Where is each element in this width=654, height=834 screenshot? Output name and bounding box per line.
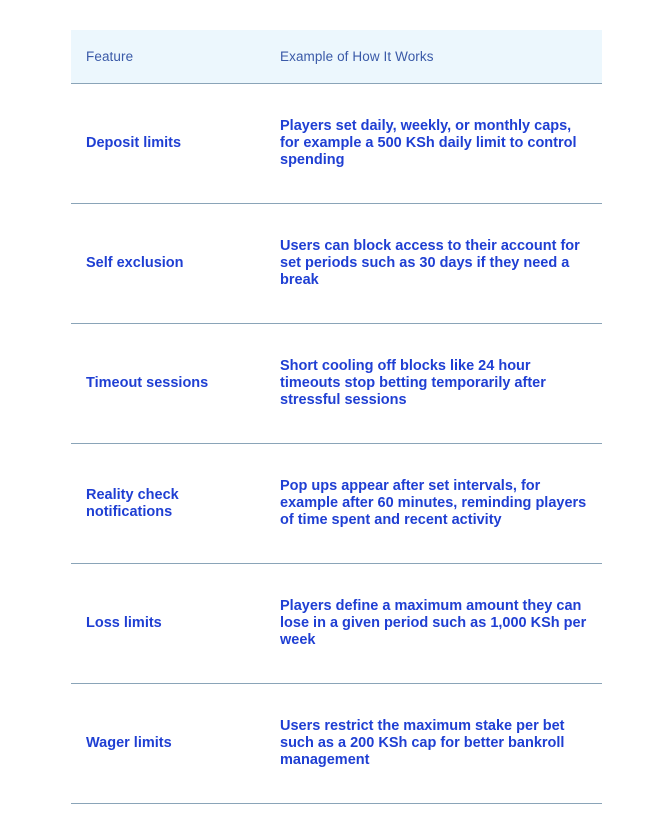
feature-cell: Reality check notifications <box>86 486 179 520</box>
example-cell: Users restrict the maximum stake per bet such as a 200 KSh cap for better bankroll management <box>280 718 565 768</box>
feature-cell: Wager limits <box>86 735 172 751</box>
feature-cell: Timeout sessions <box>86 375 209 391</box>
example-cell: Short cooling off blocks like 24 hour timeouts stop betting temporarily after stressful sessions <box>280 358 546 408</box>
feature-cell: Self exclusion <box>86 255 184 271</box>
table-row <box>71 444 602 564</box>
feature-cell: Loss limits <box>86 615 162 631</box>
feature-cell: Deposit limits <box>86 135 182 151</box>
example-cell: Players set daily, weekly, or monthly caps, for example a 500 KSh daily limit to control spending <box>280 118 577 168</box>
table-row <box>71 324 602 444</box>
header-feature: Feature <box>86 49 134 64</box>
example-cell: Users can block access to their account for set periods such as 30 days if they need a break <box>280 238 580 288</box>
example-cell: Pop ups appear after set intervals, for example after 60 minutes, reminding players of time spent and recent activity <box>280 478 587 528</box>
feature-table <box>71 30 602 804</box>
header-example: Example of How It Works <box>280 49 434 64</box>
table-header-row <box>71 30 602 84</box>
table-row <box>71 204 602 324</box>
table-row <box>71 684 602 804</box>
example-cell: Players define a maximum amount they can lose in a given period such as 1,000 KSh per week <box>280 598 587 648</box>
table-row <box>71 84 602 204</box>
table-row <box>71 564 602 684</box>
